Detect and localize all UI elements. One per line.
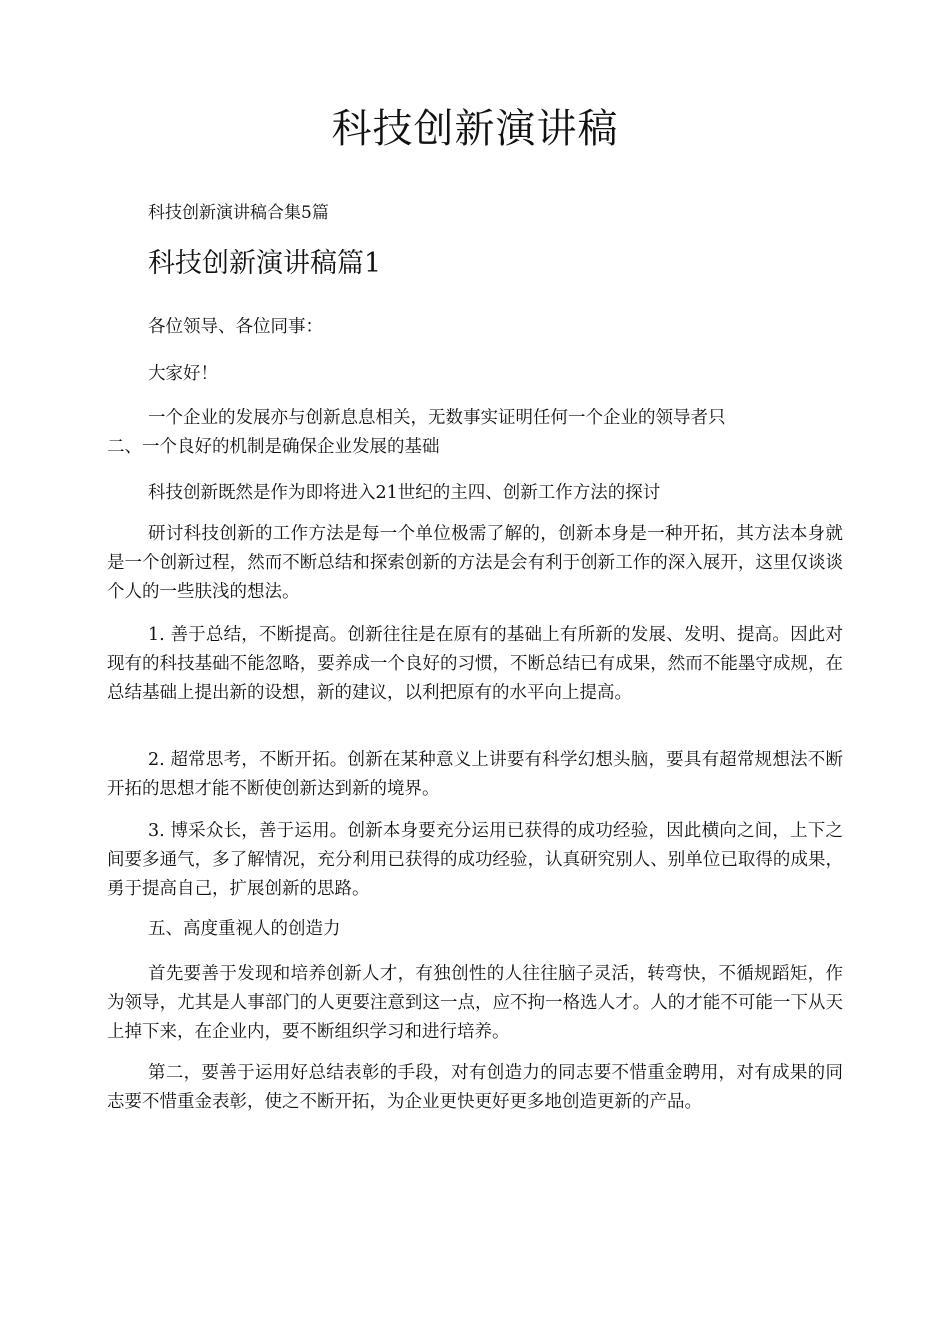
document-subtitle: 科技创新演讲稿合集5篇 bbox=[148, 203, 329, 223]
paragraph-3: 研讨科技创新的工作方法是每一个单位极需了解的，创新本身是一种开拓，其方法本身就是一个创新过程，然而不断总结和探索创新的方法是会有利于创新工作的深入展开，这里仅谈谈个人的一些肤浅的想法。 bbox=[107, 524, 843, 602]
greeting-paragraph: 各位领导、各位同事： bbox=[148, 317, 323, 337]
paragraph-6: 3. 博采众长，善于运用。创新本身要充分运用已获得的成功经验，因此横向之间，上下之间要多通气，多了解情况，充分利用已获得的成功经验，认真研究别人、别单位已取得的成果，勇于提高自己，扩展创新的思路。 bbox=[107, 821, 843, 899]
paragraph-5: 2. 超常思考，不断开拓。创新在某种意义上讲要有科学幻想头脑，要具有超常规想法不断开拓的思想才能不断使创新达到新的境界。 bbox=[107, 750, 843, 799]
paragraph-1 bbox=[107, 404, 843, 462]
paragraph-1-line-2: 二、一个良好的机制是确保企业发展的基础 bbox=[107, 437, 440, 457]
paragraph-1-line-1: 一个企业的发展亦与创新息息相关，无数事实证明任何一个企业的领导者只 bbox=[148, 408, 726, 428]
section-heading: 科技创新演讲稿篇1 bbox=[148, 248, 382, 279]
paragraph-4: 1. 善于总结，不断提高。创新往往是在原有的基础上有所新的发展、发明、提高。因此对现有的科技基础不能忽略，要养成一个良好的习惯，不断总结已有成果，然而不能墨守成规，在总结基础上提出新的设想，新的建议，以利把原有的水平向上提高。 bbox=[107, 625, 843, 703]
hello-paragraph: 大家好！ bbox=[148, 364, 218, 384]
paragraph-8: 首先要善于发现和培养创新人才，有独创性的人往往脑子灵活，转弯快，不循规蹈矩，作为领导，尤其是人事部门的人更要注意到这一点，应不拘一格选人才。人的才能不可能一下从天上掉下来，在企业内，要不断组织学习和进行培养。 bbox=[107, 964, 843, 1042]
paragraph-9: 第二，要善于运用好总结表彰的手段，对有创造力的同志要不惜重金聘用，对有成果的同志要不惜重金表彰，使之不断开拓，为企业更快更好更多地创造更新的产品。 bbox=[107, 1063, 843, 1112]
paragraph-7: 五、高度重视人的创造力 bbox=[148, 919, 341, 939]
paragraph-2: 科技创新既然是作为即将进入21世纪的主四、创新工作方法的探讨 bbox=[148, 483, 661, 503]
document-title: 科技创新演讲稿 bbox=[331, 106, 619, 152]
